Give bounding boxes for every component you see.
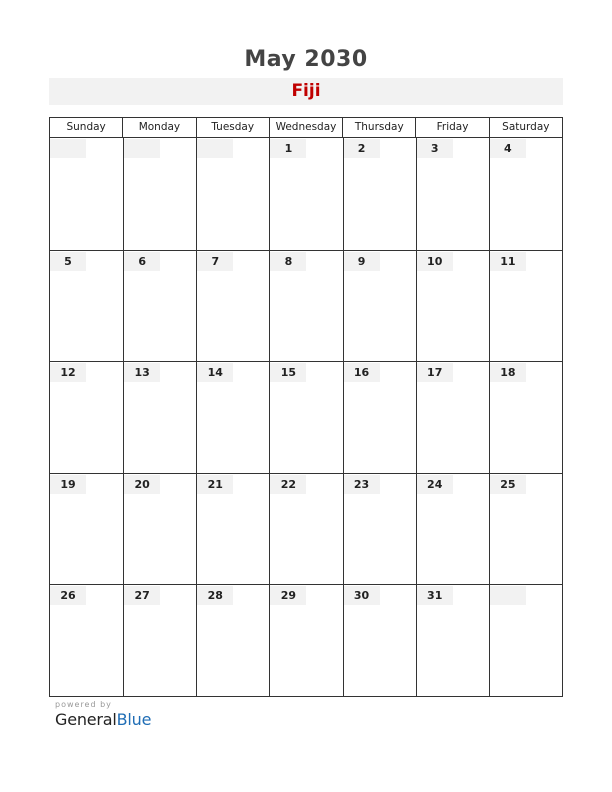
day-cell	[196, 473, 269, 585]
weekday-sunday: Sunday	[66, 121, 106, 133]
weekday-tuesday: Tuesday	[196, 118, 269, 137]
day-number: 1	[270, 139, 306, 158]
day-number: 21	[197, 475, 233, 494]
day-number: 6	[124, 252, 160, 271]
day-number: 18	[490, 363, 526, 382]
day-number: 17	[417, 363, 453, 382]
day-cell	[269, 584, 342, 696]
day-number	[50, 139, 86, 158]
day-cell	[196, 584, 269, 696]
footer	[55, 700, 151, 729]
day-cell	[489, 584, 562, 696]
day-number: 11	[490, 252, 526, 271]
calendar-title: May 2030	[244, 47, 368, 72]
day-cell	[196, 361, 269, 473]
day-number	[124, 139, 160, 158]
day-number: 10	[417, 252, 453, 271]
day-number: 30	[344, 586, 380, 605]
day-cell	[343, 361, 416, 473]
day-cell	[489, 473, 562, 585]
powered-by-text: powered by	[55, 700, 112, 709]
weekday-saturday: Saturday	[489, 118, 562, 137]
day-cell	[416, 584, 489, 696]
day-cell	[269, 250, 342, 362]
day-number: 20	[124, 475, 160, 494]
day-number: 24	[417, 475, 453, 494]
day-cell	[123, 138, 196, 250]
weekday-header	[50, 118, 562, 138]
day-number: 23	[344, 475, 380, 494]
day-cell	[50, 361, 123, 473]
day-cell	[123, 473, 196, 585]
day-cell	[50, 473, 123, 585]
weekday-friday: Friday	[415, 118, 488, 137]
day-number: 31	[417, 586, 453, 605]
calendar-grid	[49, 117, 563, 697]
day-number: 25	[490, 475, 526, 494]
day-number: 26	[50, 586, 86, 605]
brand-logo	[55, 710, 151, 729]
day-number: 8	[270, 252, 306, 271]
day-cell	[269, 473, 342, 585]
day-cell	[196, 250, 269, 362]
day-cells	[50, 138, 562, 696]
day-number: 5	[50, 252, 86, 271]
country-banner	[49, 78, 563, 105]
day-number: 4	[490, 139, 526, 158]
day-cell	[269, 138, 342, 250]
day-cell	[489, 138, 562, 250]
day-number: 14	[197, 363, 233, 382]
day-cell	[343, 584, 416, 696]
day-number: 12	[50, 363, 86, 382]
weekday-monday: Monday	[122, 118, 195, 137]
day-number: 16	[344, 363, 380, 382]
day-cell	[269, 361, 342, 473]
brand-blue: Blue	[116, 710, 152, 729]
day-number: 28	[197, 586, 233, 605]
day-cell	[343, 473, 416, 585]
day-cell	[343, 250, 416, 362]
brand-general: General	[55, 710, 117, 729]
day-number	[490, 586, 526, 605]
day-cell	[416, 138, 489, 250]
day-cell	[343, 138, 416, 250]
day-cell	[416, 473, 489, 585]
day-number: 15	[270, 363, 306, 382]
country-name: Fiji	[291, 81, 321, 101]
day-cell	[489, 361, 562, 473]
day-cell	[123, 584, 196, 696]
day-number: 2	[344, 139, 380, 158]
day-number: 19	[50, 475, 86, 494]
weekday-wednesday: Wednesday	[269, 118, 342, 137]
day-number	[197, 139, 233, 158]
weekday-thursday: Thursday	[342, 118, 415, 137]
day-cell	[50, 250, 123, 362]
day-number: 3	[417, 139, 453, 158]
day-number: 9	[344, 252, 380, 271]
day-cell	[50, 138, 123, 250]
day-number: 29	[270, 586, 306, 605]
day-cell	[123, 361, 196, 473]
day-number: 13	[124, 363, 160, 382]
day-cell	[416, 361, 489, 473]
day-cell	[50, 584, 123, 696]
day-number: 22	[270, 475, 306, 494]
day-cell	[196, 138, 269, 250]
day-cell	[416, 250, 489, 362]
day-number: 27	[124, 586, 160, 605]
day-number: 7	[197, 252, 233, 271]
day-cell	[123, 250, 196, 362]
day-cell	[489, 250, 562, 362]
